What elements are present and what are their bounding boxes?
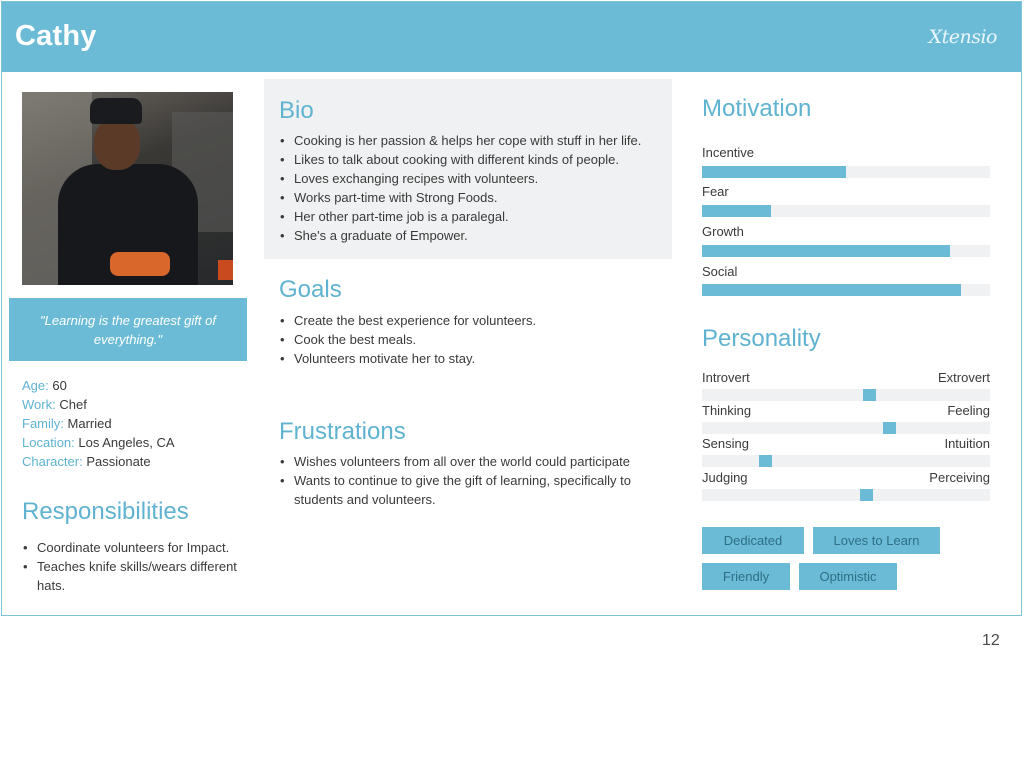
- scale-marker: [863, 389, 876, 401]
- list-item: • Teaches knife skills/wears different hats.: [22, 557, 237, 595]
- scale-track: [702, 489, 990, 501]
- detail-character: [22, 452, 175, 471]
- list-item: • Wants to continue to give the gift of learning, specifically to students and volunteers.: [279, 471, 659, 509]
- responsibilities-list: [22, 538, 237, 595]
- detail-family: [22, 414, 175, 433]
- detail-label: Location:: [22, 435, 75, 450]
- scale-track: [702, 422, 990, 434]
- motivation-title: Motivation: [702, 95, 812, 122]
- detail-value: 60: [52, 378, 67, 393]
- list-item: • Loves exchanging recipes with volunteers.: [279, 169, 669, 188]
- frustrations-title: Frustrations: [279, 418, 406, 445]
- scale-marker: [759, 455, 772, 467]
- personality-scale-thinking-feeling: [702, 403, 990, 435]
- motivation-label-incentive: Incentive: [702, 145, 755, 160]
- bio-list: [279, 131, 669, 245]
- scale-right-label: Perceiving: [929, 470, 990, 485]
- motivation-track-social: [702, 284, 990, 296]
- motivation-bar-social: [702, 284, 961, 296]
- detail-label: Work:: [22, 397, 56, 412]
- detail-work: [22, 395, 175, 414]
- responsibilities-title: Responsibilities: [22, 498, 189, 525]
- list-item: • She's a graduate of Empower.: [279, 226, 669, 245]
- detail-value: Married: [67, 416, 112, 431]
- motivation-label-fear: Fear: [702, 184, 729, 199]
- xtensio-logo: Xtensio: [928, 26, 997, 48]
- detail-value: Chef: [59, 397, 87, 412]
- scale-track: [702, 389, 990, 401]
- motivation-bar-incentive: [702, 166, 846, 178]
- list-item: • Her other part-time job is a paralegal.: [279, 207, 669, 226]
- scale-track: [702, 455, 990, 467]
- trait-tag-optimistic: Optimistic: [799, 563, 897, 590]
- scale-marker: [860, 489, 873, 501]
- scale-right-label: Feeling: [947, 403, 990, 418]
- personality-scale-judging-perceiving: [702, 470, 990, 502]
- list-item: • Cooking is her passion & helps her cope with stuff in her life.: [279, 131, 669, 150]
- detail-location: [22, 433, 175, 452]
- scale-left-label: Thinking: [702, 403, 752, 418]
- scale-right-label: Intuition: [944, 436, 990, 451]
- goals-list: [279, 311, 669, 368]
- scale-left-label: Judging: [702, 470, 748, 485]
- motivation-bar-growth: [702, 245, 950, 257]
- motivation-bar-fear: [702, 205, 771, 217]
- scale-left-label: Introvert: [702, 370, 750, 385]
- detail-age: [22, 376, 175, 395]
- persona-photo: [22, 92, 233, 285]
- list-item: • Coordinate volunteers for Impact.: [22, 538, 237, 557]
- detail-value: Los Angeles, CA: [78, 435, 175, 450]
- list-item: • Cook the best meals.: [279, 330, 669, 349]
- motivation-label-growth: Growth: [702, 224, 744, 239]
- trait-tag-friendly: Friendly: [702, 563, 790, 590]
- motivation-track-growth: [702, 245, 990, 257]
- bio-title: Bio: [279, 97, 314, 124]
- personality-scale-sensing-intuition: [702, 436, 990, 468]
- detail-label: Character:: [22, 454, 83, 469]
- list-item: • Volunteers motivate her to stay.: [279, 349, 669, 368]
- trait-tag-loves-to-learn: Loves to Learn: [813, 527, 940, 554]
- scale-left-label: Sensing: [702, 436, 749, 451]
- list-item: • Create the best experience for volunteers.: [279, 311, 669, 330]
- page-number: 12: [982, 632, 1000, 649]
- persona-name: Cathy: [15, 20, 97, 52]
- detail-label: Age:: [22, 378, 49, 393]
- scale-right-label: Extrovert: [937, 370, 990, 385]
- motivation-track-fear: [702, 205, 990, 217]
- frustrations-list: [279, 452, 659, 509]
- persona-header: [2, 2, 1021, 72]
- motivation-label-social: Social: [702, 264, 738, 279]
- goals-title: Goals: [279, 276, 342, 303]
- detail-label: Family:: [22, 416, 64, 431]
- list-item: • Works part-time with Strong Foods.: [279, 188, 669, 207]
- trait-tag-dedicated: Dedicated: [702, 527, 804, 554]
- persona-quote: "Learning is the greatest gift of everything.": [9, 298, 247, 361]
- list-item: • Likes to talk about cooking with different kinds of people.: [279, 150, 669, 169]
- detail-value: Passionate: [86, 454, 151, 469]
- persona-details: [22, 376, 175, 471]
- list-item: • Wishes volunteers from all over the world could participate: [279, 452, 659, 471]
- motivation-track-incentive: [702, 166, 990, 178]
- personality-title: Personality: [702, 325, 821, 352]
- personality-scale-introvert-extrovert: [702, 370, 990, 402]
- scale-marker: [883, 422, 896, 434]
